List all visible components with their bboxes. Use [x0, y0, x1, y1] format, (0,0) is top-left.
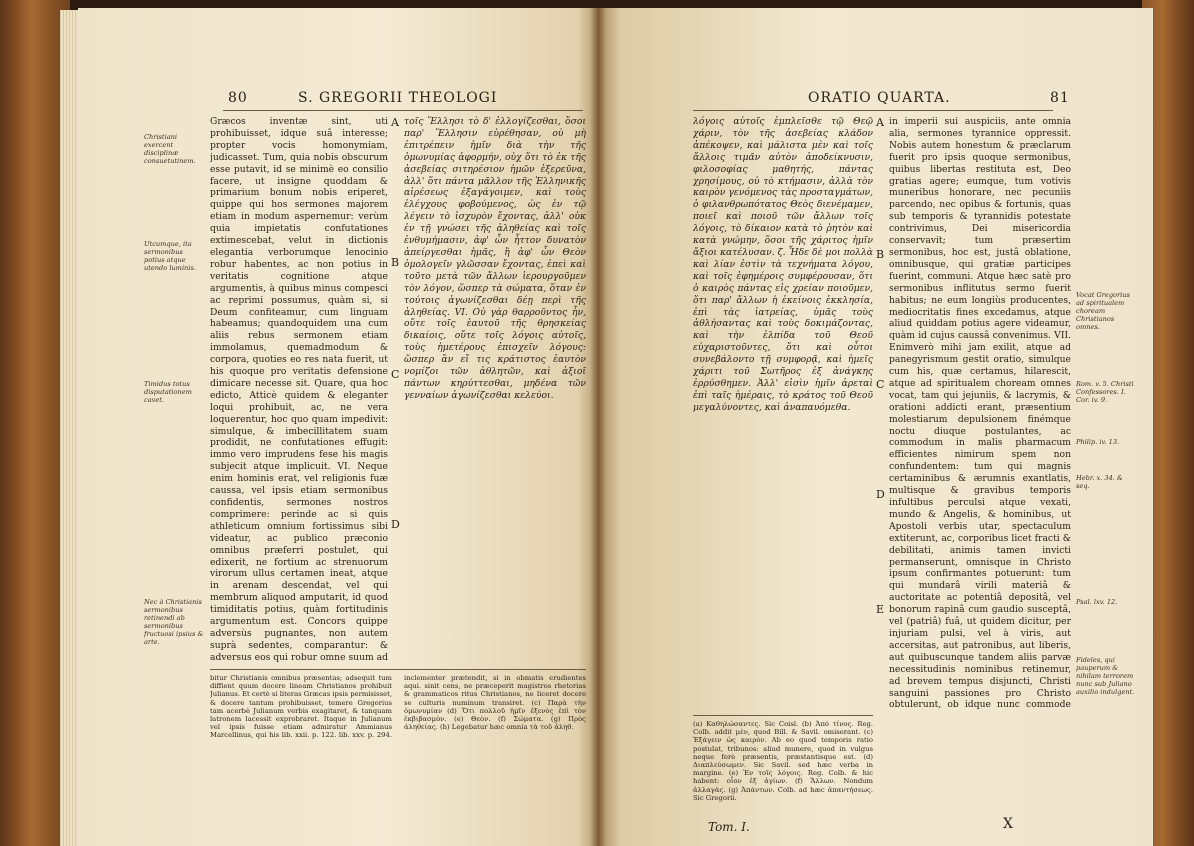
- right-margin-note-6: Fideles, qui pauperum & nihilam terrorem nunc sub Juliano auxilio indulgent.: [1076, 656, 1135, 696]
- right-latin-column: in imperii sui auspiciis, ante omnia alia, sermones tyrannice oppressit. Nobis autem honestum & præclarum fuerit pro ipsis quoque sermonibus, quibus libertas restituta est, Deo gratias agere; eumque, tum votivis muneribus honorare, nec pecuniis parcendo, nec opibus & fortunis, quas sub temporis & tyrannidis potestate contrivimus, Dei misericordia conservavit; tum præsertim sermonibus, hoc est, justâ oblatione, omnibusque, qui gratiæ participes fuerint, communi. Atque hæc satè pro sermonibus inflitutus sermo fuerit habitus; ne eum longiùs producentes, mediocritatis fines excedamus, atque aliud quiddam potius agere videamur, quàm id cujus caussâ convenimus. VII. Enimverò mihi jam exilit, atque ad panegyrismum gestit oratio, simulque cum his, quæ certamus, hilarescit, atque ad spiritualem choream omnes vocat, tam qui jejuniis, & lacrymis, & orationi addicti erant, præsentium molestiarum depulsionem finémque noctu diuque postulantes, ac commodum in malis pharmacum efficientes nimirum spem non confundentem: tum qui magnis certaminibus & ærumnis exantlatis, multisque & gravibus temporis infultibus perculsi atque vexati, mundo & Angelis, & hominibus, ut Apostoli verbis utar, spectaculum extiterunt, ac, corporibus licet fracti & debilitati, animis tamen invicti permanserunt, omnisque in Christo ipsum confirmantes potuerunt: tum qui mundarâ virili materiâ & auctoritate ac potentiâ depositâ, vel bonorum rapinâ cum gaudio susceptâ, vel (patriâ) fuâ, ut quidem dicitur, per injuriam pulsi, vel à viris, aut accersitas, aut patronibus, aut liberis, aut quibuscunque tandem aliis parvæ necessitudinis nominibus retinemur, ad brevem tempus disjuncti, Christi sanguini passiones pro Christo obtulerunt, ob idque nunc commode: [889, 116, 1071, 710]
- right-letter-d: D: [876, 488, 885, 501]
- left-letter-a: A: [391, 116, 399, 129]
- right-catchword: X: [1003, 816, 1013, 832]
- right-letter-a: A: [876, 116, 884, 129]
- left-letter-c: C: [391, 368, 400, 381]
- left-footnote-rule: [210, 669, 586, 670]
- book-gutter: [590, 8, 606, 846]
- right-letter-b: B: [876, 248, 885, 261]
- left-letter-b: B: [391, 256, 400, 269]
- right-margin-note-2: Rom. v. 5. Christi Confessores. I. Cor. iv. 9.: [1076, 380, 1134, 404]
- left-title: S. GREGORII THEOLOGI: [298, 90, 498, 106]
- right-page: [598, 8, 1153, 846]
- right-margin-note-3: Philip. iv. 13.: [1076, 438, 1120, 446]
- right-footnote-rule: [693, 715, 873, 716]
- left-greek-column: τοῖς Ἕλλησι τὸ δ' ἐλλογίζεσθαι, ὅσοι παρ' Ἕλλησιν εὑρέθησαν, οὐ μὴ ἐπιτρέπειν ἡμῖν διὰ τὴν τῆς ὁμωνυμίας ἀφορμήν, οὐχ ὅτι τὸ ἐκ τῆς ἀσεβείας σιτηρέσιον ἡμῶν ἐξερεῦνα, ἀλλ' ὅτι πάντα μᾶλλον τῆς Ἑλληνικῆς αἱρέσεως ἐξαγάγοιμεν, καὶ τοὺς ἐλέγχους φοβούμενος, ὡς ἐν τῷ λέγειν τὸ ἰσχυρὸν ἔχοντας, ἀλλ' οὐκ ἐν τῇ γνώσει τῆς ἀληθείας καὶ τοῖς ἐνθυμήμασιν, ἀφ' ὧν ἧττον δυνατὸν ἀπείργεσθαι ἡμᾶς, ἢ ἀφ' ὧν Θεὸν ὁμολογεῖν γλῶσσαν ἔχοντας, ἐπεὶ καὶ τοῦτο μετὰ τῶν ἄλλων ἱερουργοῦμεν τὸν λόγον, ὥσπερ τὰ σώματα, ὅταν ἐν τούτοις ἀγωνίζεσθαι δέῃ περὶ τῆς ἀληθείας. VI. Οὐ γὰρ θαρροῦντος ἦν, οὔτε τοῖς ἑαυτοῦ τῆς θρησκείας δικαίοις, οὔτε τοῖς λόγοις αὐτοῖς, τοὺς ἡμετέρους ἐπισχεῖν λόγους: ὥσπερ ἂν εἴ τις κράτιστος ἑαυτὸν νομίζοι τῶν ἀθλητῶν, καὶ ἀξιοῖ πάντων κηρύττεσθαι, μηδένα τῶν γενναίων ἀγωνίζεσθαι κελεύοι.: [404, 116, 586, 401]
- right-margin-note-1: Vocat Gregorius ad spiritualem choream Christianos omnes.: [1076, 291, 1130, 331]
- right-page-number: 81: [1050, 90, 1070, 106]
- left-margin-note-4: Nec à Christianis sermonibus retinendi ab sermonibus fructuosi ipsius & arte.: [144, 598, 204, 646]
- right-footnotes: (a) Καθηλώσαντες. Sic Coisl. (b) Ἀπό τίνος. Reg. Colb. addit μὲν, quod Bill. & Savil. omiserant. (c) Ἐξάγειν ὡς καιρὸν. Ab eo quod temporis ratio postulat, tribunos: aliud munere, quod in vulgus neque ferè præsentis, præstantisque est. (d) Διαπλεύσωμεν. Sic Savil. sed hæc verba in margine. (e) Ἐν τοῖς λόγοις. Reg. Colb. & hic habent: οἷον ἐξ ἁγίων. (f) Ἄλλων. Nondum ἀλλαγὰς. (g) Ἀπάντων. Colb. ad hæc ἀπαντήσεως. Sic Gregorii.: [693, 720, 873, 802]
- left-page-number: 80: [228, 90, 248, 106]
- right-head-rule: [693, 110, 1053, 111]
- left-footnotes: bitur Christianis omnibus præsentas; adsequit tum diffient quum docere lineam Christianos prohibuit Julianus. Et certè si literas Græcas ipsis permisisset, & docere tantum prohibuisset, temere Gregorius tam acerbè Julianum verbis exagitaret, & tanquam latronem lacessit exprobraret. Itaque in Julianum vel ipsis fuisse etiam admiratur Ammianus Marcellinus, qui his lib. xxii. p. 122. lib. xxv. p. 294. inclementer prætendit, si in obmatis erudientes aqui. sinit cens, ne præceperit magistros rhetorias & grammaticos ritus Christianos, ne liceret docere se culturis numinum transiret. (c) Παρὰ τὴν ὁμωνυμίαν (d) Ὅτι πολλοῦ ἡμῖν ἐξενὸς ἐπὶ τὸν ἐκβιβασμὸν. (e) Θεὸν. (f) Σώματα. (g) Πρὸς ἀληθείας. (h) Legebatur hæc omnia τὰ τοῦ ἀληθ.: [210, 674, 586, 740]
- right-margin-note-4: Hebr. x. 34. & seq.: [1076, 474, 1123, 490]
- left-page: [78, 8, 598, 846]
- left-margin-note-1: Christiani exercent disciplinæ consuetutinem.: [144, 133, 196, 165]
- right-title: ORATIO QUARTA.: [808, 90, 951, 106]
- right-greek-column: λόγοις αὐτοῖς ἐμπλεῖσθε τῷ Θεῷ χάριν, τὸν τῆς ἀσεβείας κλάδον ἀπέκοψεν, καὶ μάλιστα μὲν καὶ τοῖς ἄλλοις τιμᾶν αὐτὸν ἀποδείκνυσιν, φιλοσοφίας μαθητής, πάντας χρησίμους, οὐ τὸ κτήμασιν, ἀλλὰ τὸν καιρὸν γενόμενος τὰς προσταγμάτων, ὁ φιλανθρωπότατος Θεὸς διενέμαμεν, ποιεῖ καὶ ποιοῦ τῶν ἄλλων τοῖς λόγοις, τὸ δίκαιον κατὰ τὸ ῥητὸν καὶ κατὰ γνώμην, ὅσοι τῆς χάριτος ἡμῖν ἄξιοι κατέλυσαν. ζ. Ἧδε δὲ μοι πολλὰ καὶ λίαν ἐστὶν τὰ τεχνήματα λόγου, καὶ τοῖς ἐφημέροις συμφέρουσαν, ὅτι ὁ καιρὸς πάντας εἰς χρείαν ποιοῦμεν, ὅτι παρ' ἄλλων ἡ ἐκείνοις ἐκκλησία, ἐπὶ τὰς ἰατρείας, ὑμᾶς τοὺς ἀθλήσαντας καὶ τοὺς δοκιμάζοντας, καὶ τὴν ἐλπίδα τοῦ Θεοῦ εὐχαριστοῦντες, ὅτι καὶ οὗτοι συνεβάλοντο τῇ συμφορᾷ, καὶ ἡμεῖς χάριτι τοῦ Σωτῆρος ἐξ ἀνάγκης ἐρρύσθημεν. Ἀλλ' εἰσὶν ἡμῖν ἀρεταὶ ἐπὶ ταῖς ἡμέραις, τὸ κράτος τοῦ Θεοῦ μεγαλύνοντες, καὶ ἀναπαυόμεθα.: [693, 116, 873, 413]
- right-signature: Tom. I.: [708, 820, 750, 834]
- left-latin-column: Græcos inventæ sint, uti prohibuisset, idque suâ interesse; propter vocis homonymiam, judicasset. Tum, quia nobis obscurum esse putavit, id se minimè eo consilio facere, ut insigne quoddam & primarium bonum nobis eriperet, quippe qui hos sermones majorem etiam in modum aspernemur: verùm quia impietatis confutationes extimescebat, velut in dictionis elegantia verborumque lenocinio robur habentes, ac non potius in veritatis cognitione atque argumentis, à quibus minus compesci ac reprimi possumus, quàm si, si Deum confiteamur, cum linguam habeamus; quandoquidem una cum aliis rebus sermonem etiam immolamus, quemadmodum & corpora, quoties eo res nata fuerit, ut his quoque pro veritatis defensione dimicare necesse sit. Quare, qua hoc edicto, Atticè quidem & eleganter loqui prohibuit, ac, ne vera loquerentur, hoc quo quam impedivit: simulque, & imbecillitatem suam prodidit, ne confutationes effugit: immo vero imprudens fese his magis subjecit atque implicuit. VI. Neque enim hominis erat, vel religionis fuæ caussa, vel ipsis etiam sermonibus confidentis, sermones nostros comprimere: perinde ac si quis athleticum omnium fortissimus sibi videatur, ac publico præconio omnibus præferri postulet, qui edixerit, ne fortium ac strenuorum virorum ullus certamen ineat, atque in arenam descendat, vel qui membrum aliquod amputarit, id quod timiditatis potius, quàm fortitudinis argumentum est. Concors quippe adversùs pugnantes, non autem suprà sedentes, comparantur: & adversus eos qui robur omne suum ad: [210, 116, 388, 663]
- left-margin-note-3: Timidus totus disputationem cavet.: [144, 380, 192, 404]
- right-margin-note-5: Psal. lxv. 12.: [1076, 598, 1118, 606]
- left-margin-note-2: Utcumque, ita sermonibus potius atque utendo luminis.: [144, 240, 196, 272]
- left-head-rule: [223, 110, 583, 111]
- right-letter-e: E: [876, 603, 885, 616]
- left-letter-d: D: [391, 518, 400, 531]
- right-letter-c: C: [876, 378, 885, 391]
